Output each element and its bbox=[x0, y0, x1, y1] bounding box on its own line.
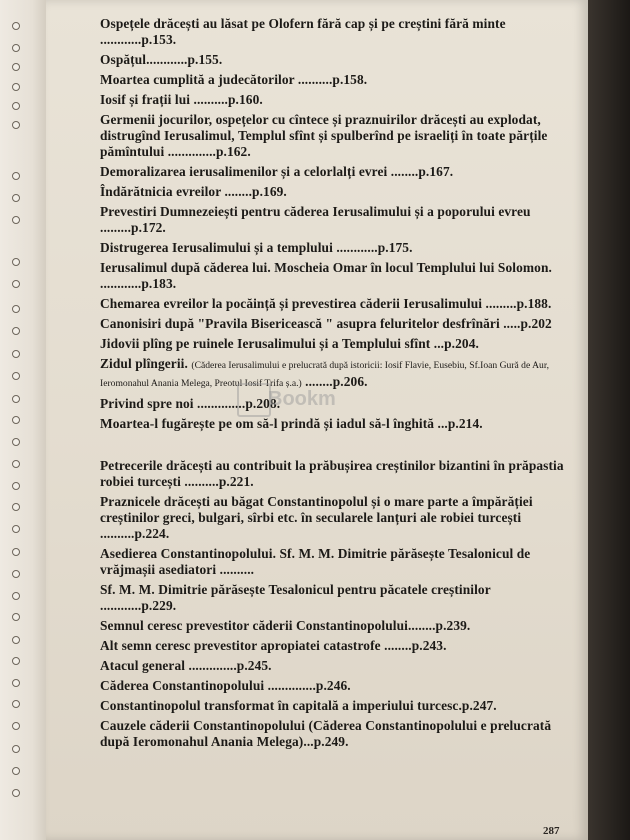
binding-hole bbox=[12, 395, 20, 403]
binding-hole bbox=[12, 416, 20, 424]
binding-hole bbox=[12, 789, 20, 797]
toc-entry: Constantinopolul transformat în capitală a imperiului turcesc.p.247. bbox=[100, 698, 497, 713]
toc-entry: Moartea cumplită a judecătorilor ..........p.158. bbox=[100, 72, 368, 87]
page-number: 287 bbox=[543, 825, 560, 837]
watermark: Bookm bbox=[268, 388, 336, 410]
toc-entry: Petrecerile drăcești au contribuit la prăbușirea creștinilor bizantini în prăpastia robiei turcești ..........p.221. bbox=[100, 458, 564, 489]
toc-entry: Chemarea evreilor la pocăință și prevestirea căderii Ierusalimului .........p.188. bbox=[100, 296, 552, 311]
table-of-contents bbox=[100, 16, 570, 754]
binding-hole bbox=[12, 121, 20, 129]
toc-entry: Distrugerea Ierusalimului și a templului ............p.175. bbox=[100, 240, 413, 255]
binding-hole bbox=[12, 722, 20, 730]
binding-hole bbox=[12, 350, 20, 358]
binding-holes bbox=[0, 0, 46, 840]
binding-hole bbox=[12, 172, 20, 180]
binding-hole bbox=[12, 22, 20, 30]
toc-entry: Sf. M. M. Dimitrie părăsește Tesalonicul pentru păcatele creștinilor ............p.229. bbox=[100, 582, 491, 613]
zidul-title: Zidul plîngerii. bbox=[100, 356, 188, 371]
toc-entry: Ospețele drăcești au lăsat pe Olofern fără cap și pe creștini fără minte ............p.153. bbox=[100, 16, 506, 47]
binding-hole bbox=[12, 482, 20, 490]
toc-entry: Semnul ceresc prevestitor căderii Constantinopolului........p.239. bbox=[100, 618, 471, 633]
binding-hole bbox=[12, 438, 20, 446]
toc-entry: Cauzele căderii Constantinopolului (Căderea Constantinopolului e prelucrată după Ieromonahul Anania Melega)...p.249. bbox=[100, 718, 552, 749]
binding-hole bbox=[12, 548, 20, 556]
binding-hole bbox=[12, 525, 20, 533]
binding-hole bbox=[12, 592, 20, 600]
binding-hole bbox=[12, 305, 20, 313]
toc-entry: Privind spre noi ..............p.208. bbox=[100, 396, 281, 411]
zidul-page: ........p.206. bbox=[305, 374, 368, 389]
binding-hole bbox=[12, 327, 20, 335]
binding-hole bbox=[12, 83, 20, 91]
binding-hole bbox=[12, 503, 20, 511]
section-gap bbox=[100, 436, 570, 458]
binding-hole bbox=[12, 679, 20, 687]
binding-hole bbox=[12, 372, 20, 380]
binding-hole bbox=[12, 767, 20, 775]
binding-hole bbox=[12, 745, 20, 753]
binding-hole bbox=[12, 63, 20, 71]
binding-hole bbox=[12, 636, 20, 644]
toc-entry: Canonisiri după "Pravila Bisericească " asupra feluritelor desfrînări .....p.202 bbox=[100, 316, 552, 331]
binding-hole bbox=[12, 216, 20, 224]
binding-hole bbox=[12, 280, 20, 288]
toc-entry-zidul bbox=[100, 356, 570, 392]
toc-entry: Moartea-l fugărește pe om să-l prindă și iadul să-l înghită ...p.214. bbox=[100, 416, 483, 431]
binding-hole bbox=[12, 613, 20, 621]
toc-entry: Demoralizarea ierusalimenilor și a celorlalți evrei ........p.167. bbox=[100, 164, 454, 179]
toc-entry: Ospățul............p.155. bbox=[100, 52, 223, 67]
binding-hole bbox=[12, 44, 20, 52]
toc-entry: Iosif și frații lui ..........p.160. bbox=[100, 92, 263, 107]
toc-entry: Alt semn ceresc prevestitor apropiatei catastrofe ........p.243. bbox=[100, 638, 447, 653]
binding-hole bbox=[12, 460, 20, 468]
binding-hole bbox=[12, 570, 20, 578]
watermark-icon bbox=[237, 383, 271, 417]
background-edge bbox=[588, 0, 630, 840]
binding-hole bbox=[12, 700, 20, 708]
toc-entry: Asedierea Constantinopolului. Sf. M. M. Dimitrie părăsește Tesalonicul de vrăjmașii asediatori .......... bbox=[100, 546, 531, 577]
toc-entry: Căderea Constantinopolului ..............p.246. bbox=[100, 678, 351, 693]
toc-entry: Atacul general ..............p.245. bbox=[100, 658, 272, 673]
binding-hole bbox=[12, 194, 20, 202]
toc-entry: Jidovii plîng pe ruinele Ierusalimului și a Templului sfînt ...p.204. bbox=[100, 336, 479, 351]
zidul-source-note: (Căderea Ierusalimului e prelucrată după istoricii: Iosif Flavie, Eusebiu, Sf.Ioan Gură de Aur, Ieromonahul Anania Melega, Preotul Iosif Trifa ș.a.) bbox=[100, 360, 550, 389]
toc-entry: Germenii jocurilor, ospețelor cu cîntece și praznuirilor drăcești au explodat, distrugînd Ierusalimul, Templul sfînt și spulberînd pe israeliți în toate părțile pămîntului ..............p.162. bbox=[100, 112, 548, 159]
toc-entry: Îndărătnicia evreilor ........p.169. bbox=[100, 184, 287, 199]
toc-entry: Prevestiri Dumnezeiești pentru căderea Ierusalimului și a poporului evreu .........p.172. bbox=[100, 204, 531, 235]
binding-hole bbox=[12, 657, 20, 665]
toc-entry: Praznicele drăcești au băgat Constantinopolul și o mare parte a împărăției creștinilor greci, bulgari, sîrbi etc. în secularele lanțuri ale robiei turcești ..........p.224. bbox=[100, 494, 533, 541]
toc-entry: Ierusalimul după căderea lui. Moscheia Omar în locul Templului lui Solomon. ............p.183. bbox=[100, 260, 552, 291]
binding-hole bbox=[12, 102, 20, 110]
binding-hole bbox=[12, 258, 20, 266]
